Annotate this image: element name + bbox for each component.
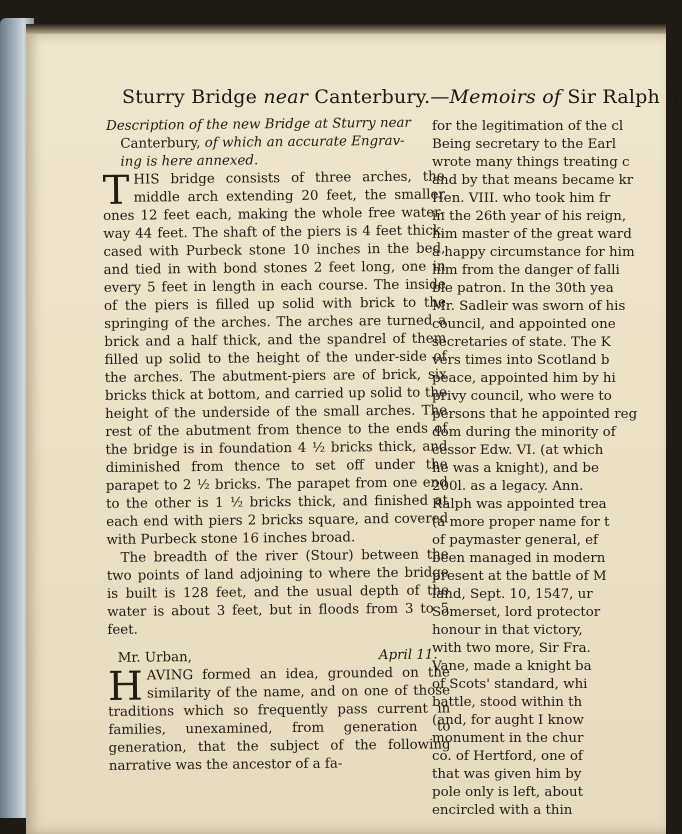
right-line: peace, appointed him by hi — [432, 371, 616, 386]
right-line: privy council, who were to — [432, 389, 612, 404]
river-paragraph — [107, 546, 450, 640]
header-right-title: Sir Ralph S — [567, 86, 680, 108]
drop-cap-h: H — [107, 663, 144, 710]
right-column — [432, 118, 662, 820]
right-line: he was a knight), and be — [432, 461, 599, 476]
right-line: Hen. VIII. who took him fr — [432, 191, 611, 206]
heading-line-2: of which an accurate Engrav- — [204, 133, 405, 151]
right-line: secretaries of state. The K — [432, 335, 611, 350]
right-line: vers times into Scotland b — [432, 353, 610, 368]
header-left-title: Sturry Bridge — [122, 86, 258, 108]
right-line: land, Sept. 10, 1547, ur — [432, 587, 593, 602]
drop-cap-t: T — [102, 167, 130, 214]
right-line: in the 26th year of his reign, — [432, 209, 627, 224]
letter-text: AVING formed an idea, grounded on the similarity of the name, and on one of those traditions which so frequently pass current in families, unexamined, from generation to generation, that the subject of the following narrative was the ancestor of a fa- — [108, 665, 451, 774]
letter-date: April 11. — [378, 647, 438, 664]
right-line: with two more, Sir Fra. — [432, 641, 591, 656]
right-line: co. of Hertford, one of — [432, 749, 583, 764]
right-line: him master of the great ward — [432, 227, 632, 242]
header-right-italic: Memoirs of — [449, 86, 562, 108]
right-line: monument in the chur — [432, 731, 584, 746]
right-line: ble patron. In the 30th yea — [432, 281, 614, 296]
right-line: Vane, made a knight ba — [432, 659, 592, 674]
bridge-text: HIS bridge consists of three arches, the middle arch extending 20 feet, the smaller ones 12 feet each, making the whole free water-way 44 feet. The shaft of the piers is 4 feet thick, cased with Purbeck stone 10 inches in the bed, and tied in with bond stones 2 feet long, one in every 5 feet in length in each course. The inside of the piers is filled up solid with brick to the springing of the arches. The arches are turned a brick and a half thick, and the spandrel of them filled up solid to the height of the under-side of the arches. The abutment-piers are of brick, six bricks thick at bottom, and carried up solid to the height of the underside of the small arches. The rest of the abutment from thence to the ends of the bridge is in foundation 4 ½ bricks thick, and diminished from thence to set off under the parapet to 2 ½ bricks. The parapet from one end to the other is 1 ½ bricks thick, and finished at each end with piers 2 bricks square, and covered with Purbeck stone 16 inches broad. — [102, 169, 449, 548]
right-line: for the legitimation of the cl — [432, 119, 624, 134]
right-line: present at the battle of M — [432, 569, 607, 584]
heading-place: Canterbury, — [120, 135, 201, 152]
right-line: wrote many things treating c — [432, 155, 630, 170]
right-line: Mr. Sadleir was sworn of his — [432, 299, 626, 314]
right-line: and by that means became kr — [432, 173, 634, 188]
right-line: of paymaster general, ef — [432, 533, 599, 548]
letter-paragraph — [108, 664, 451, 776]
bridge-paragraph — [103, 168, 449, 550]
right-line: encircled with a thin — [432, 803, 573, 818]
right-line: a happy circumstance for him — [432, 245, 635, 260]
right-line: council, and appointed one — [432, 317, 616, 332]
left-column — [102, 114, 451, 776]
right-line: cessor Edw. VI. (at which — [432, 443, 604, 458]
heading-line-1: Description of the new Bridge at Sturry near — [106, 115, 411, 134]
right-line: honour in that victory, — [432, 623, 583, 638]
right-line: 200l. as a legacy. Ann. — [432, 479, 584, 494]
right-line: battle, stood within th — [432, 695, 583, 710]
right-line: Being secretary to the Earl — [432, 137, 617, 152]
right-line: him from the danger of falli — [432, 263, 620, 278]
heading-line-3: ing is here annexed. — [120, 153, 259, 170]
right-line: (and, for aught I know — [432, 713, 584, 728]
header-dash: — — [430, 86, 450, 108]
right-line: that was given him by — [432, 767, 582, 782]
right-line: dom during the minority of — [432, 425, 616, 440]
right-line: persons that he appointed reg — [432, 407, 638, 422]
right-line: pole only is left, about — [432, 785, 583, 800]
river-text: The breadth of the river (Stour) between the two points of land adjoining to where the bridge is built is 128 feet, and the usual depth of the water is about 3 feet, but in floods from 3 to 5 feet. — [106, 547, 450, 638]
right-line: been managed in modern — [432, 551, 606, 566]
article-heading — [102, 114, 445, 172]
page-header — [122, 86, 682, 108]
header-left-place: Canterbury. — [314, 86, 431, 108]
right-line: (a more proper name for t — [432, 515, 610, 530]
right-line: Somerset, lord protector — [432, 605, 601, 620]
right-line: Ralph was appointed trea — [432, 497, 607, 512]
right-line: of Scots' standard, whi — [432, 677, 588, 692]
letter-salutation: Mr. Urban, — [117, 650, 193, 666]
header-left-italic: near — [263, 86, 309, 108]
